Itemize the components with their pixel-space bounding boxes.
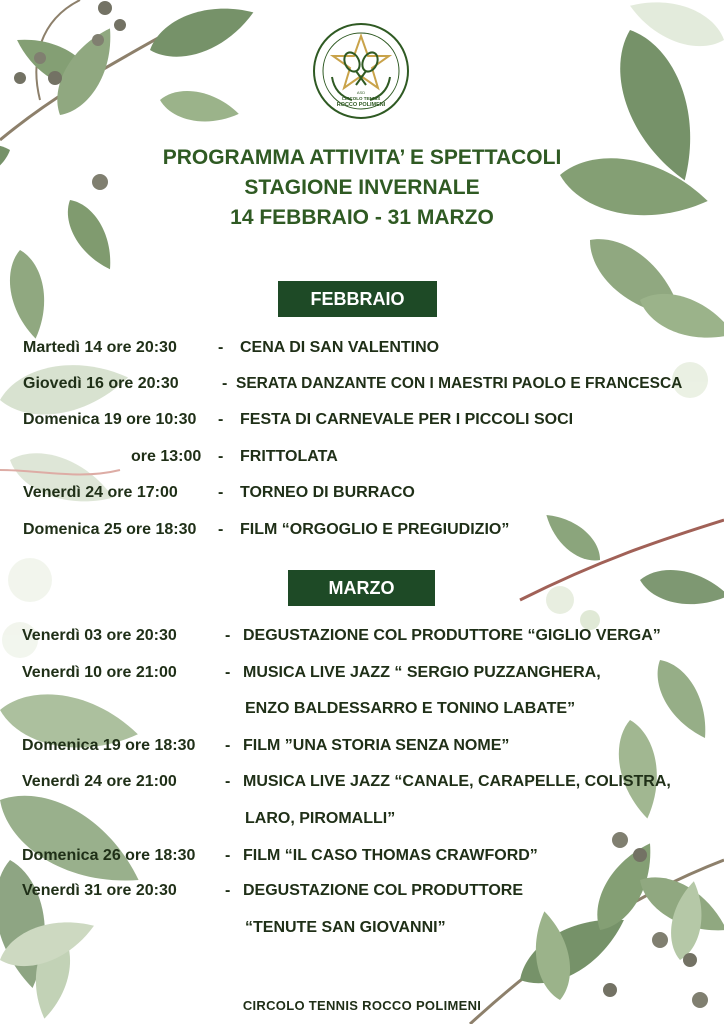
- event-what-continuation: LARO, PIROMALLI”: [245, 810, 396, 827]
- event-what: FILM ”UNA STORIA SENZA NOME”: [243, 737, 510, 754]
- event-what: SERATA DANZANTE CON I MAESTRI PAOLO E FRANCESCA: [236, 375, 683, 392]
- event-row: [0, 335, 724, 361]
- event-when: ore 13:00: [131, 448, 202, 465]
- event-when: Martedì 14 ore 20:30: [23, 339, 177, 356]
- event-row: [0, 733, 724, 759]
- mid-left-leaves: [0, 354, 132, 658]
- month-heading-march: MARZO: [288, 570, 435, 606]
- event-row: [0, 407, 724, 433]
- event-dash: -: [225, 773, 231, 790]
- event-row: [0, 660, 724, 686]
- event-when: Domenica 26 ore 18:30: [22, 847, 196, 864]
- event-dash: -: [218, 484, 224, 501]
- event-row-continuation: [0, 696, 724, 722]
- event-what: MUSICA LIVE JAZZ “ SERGIO PUZZANGHERA,: [243, 664, 601, 681]
- event-row: [0, 878, 724, 904]
- event-dash: -: [218, 521, 224, 538]
- date-range: 14 FEBBRAIO - 31 MARZO: [230, 206, 494, 229]
- event-what: FILM “IL CASO THOMAS CRAWFORD”: [243, 847, 538, 864]
- event-row-continuation: [0, 915, 724, 941]
- month-heading-february: FEBBRAIO: [278, 281, 437, 317]
- event-row: [0, 517, 724, 543]
- event-dash: -: [225, 737, 231, 754]
- event-dash: -: [225, 664, 231, 681]
- event-dash: -: [222, 375, 228, 392]
- event-row: [0, 623, 724, 649]
- event-what: MUSICA LIVE JAZZ “CANALE, CARAPELLE, COLISTRA,: [243, 773, 671, 790]
- event-row: [0, 480, 724, 506]
- event-when: Domenica 25 ore 18:30: [23, 521, 197, 538]
- svg-text:ROCCO POLIMENI: ROCCO POLIMENI: [336, 102, 386, 108]
- footer-club-name: CIRCOLO TENNIS ROCCO POLIMENI: [242, 998, 482, 1013]
- program-title: PROGRAMMA ATTIVITA’ E SPETTACOLI: [162, 146, 562, 169]
- event-when: Venerdì 31 ore 20:30: [22, 882, 177, 899]
- event-what: FRITTOLATA: [240, 448, 338, 465]
- event-what: TORNEO DI BURRACO: [240, 484, 415, 501]
- event-row: [0, 444, 724, 470]
- event-row: [0, 371, 724, 397]
- season-subtitle: STAGIONE INVERNALE: [244, 176, 480, 199]
- svg-text:ASD: ASD: [356, 90, 366, 95]
- event-dash: -: [218, 448, 224, 465]
- event-what: DEGUSTAZIONE COL PRODUTTORE “GIGLIO VERGA”: [243, 627, 661, 644]
- event-dash: -: [225, 882, 231, 899]
- event-when: Domenica 19 ore 18:30: [22, 737, 196, 754]
- svg-text:CIRCOLO TENNIS: CIRCOLO TENNIS: [341, 96, 381, 101]
- event-what: DEGUSTAZIONE COL PRODUTTORE: [243, 882, 524, 899]
- event-when: Domenica 19 ore 10:30: [23, 411, 197, 428]
- event-dash: -: [218, 339, 224, 356]
- club-logo: [312, 22, 410, 120]
- event-what: FESTA DI CARNEVALE PER I PICCOLI SOCI: [240, 411, 574, 428]
- event-when: Venerdì 24 ore 17:00: [23, 484, 178, 501]
- event-row: [0, 843, 724, 869]
- event-when: Venerdì 03 ore 20:30: [22, 627, 177, 644]
- event-what-continuation: “TENUTE SAN GIOVANNI”: [245, 919, 446, 936]
- event-dash: -: [218, 411, 224, 428]
- event-what: CENA DI SAN VALENTINO: [240, 339, 440, 356]
- event-when: Venerdì 10 ore 21:00: [22, 664, 177, 681]
- event-what-continuation: ENZO BALDESSARRO E TONINO LABATE”: [245, 700, 576, 717]
- event-row-continuation: [0, 806, 724, 832]
- event-when: Giovedì 16 ore 20:30: [23, 375, 179, 392]
- event-row: [0, 769, 724, 795]
- event-what: FILM “ORGOGLIO E PREGIUDIZIO”: [240, 521, 510, 538]
- event-dash: -: [225, 847, 231, 864]
- event-when: Venerdì 24 ore 21:00: [22, 773, 177, 790]
- event-dash: -: [225, 627, 231, 644]
